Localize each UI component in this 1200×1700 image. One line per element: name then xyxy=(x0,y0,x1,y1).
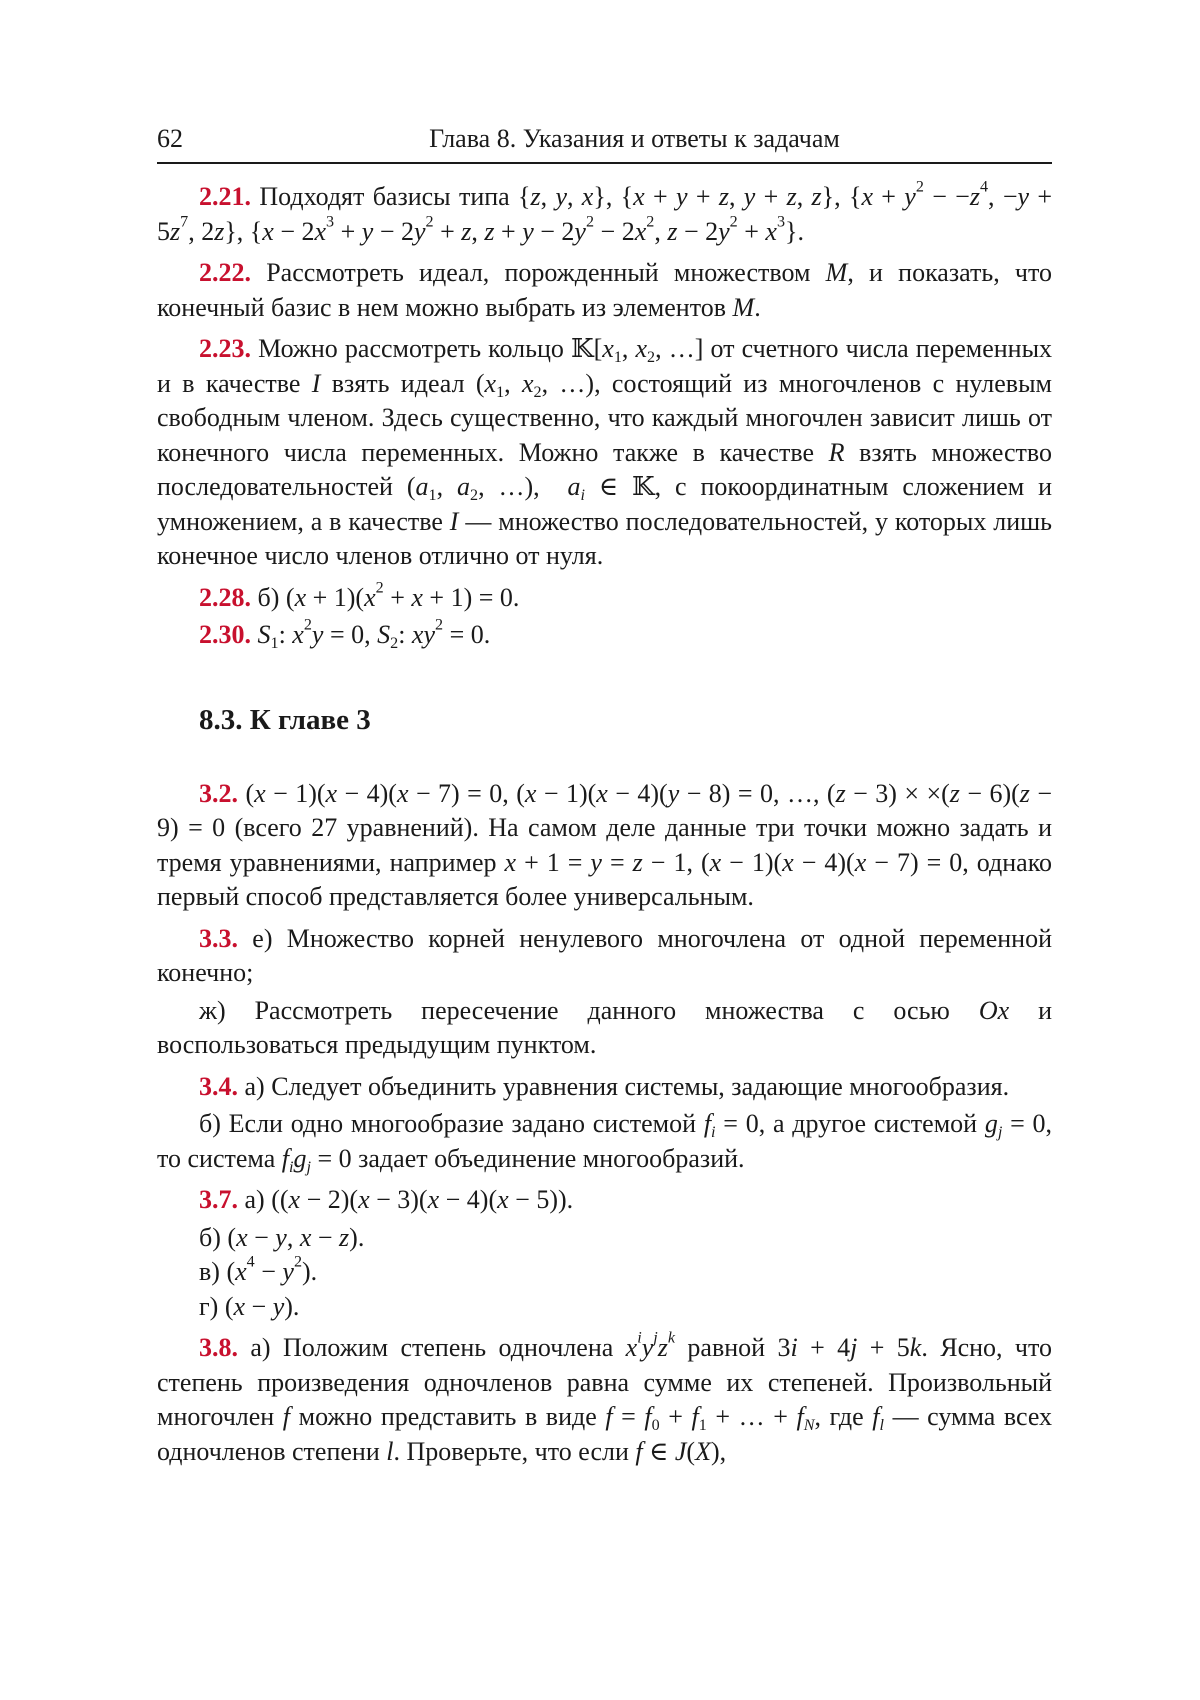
answer-3-8: 3.8. а) Положим степень одночлена $x^iy^jz^k$ равной 3i + 4j + 5k. Ясно, что степень произведения одночленов равна сумме их степеней. Произвольный многочлен f можно представить в виде $f = f_0 + f_1$ + … + $f_N$, где $f_l$ — сумма всех одночленов степени l. Проверьте, что если f ∈ J(X), xyxy=(157,1329,1053,1466)
answer-2-23: 2.23. Можно рассмотреть кольцо $𝕂[x_1$, $x_2$, …] от счетного числа переменных и в качестве I взять идеал ($x_1$, $x_2$, …), состоящий из многочленов с нулевым свободным членом. Здесь существенно, что каждый многочлен зависит лишь от конечного числа переменных. Можно также в качестве R взять множество последовательностей ($a_1$, $a_2$, …), $a_i$ ∈ 𝕂, с покоординатным сложением и умножением, а в качестве I — множество последовательностей, у которых лишь конечное число членов отлично от нуля. xyxy=(157,334,1053,570)
answer-2-30: 2.30. $S_1$: $x^2y = 0$, $S_2$: $xy^2 = 0$. xyxy=(199,616,491,652)
problem-number: 2.22. xyxy=(199,258,251,287)
page-number: 62 xyxy=(157,124,183,153)
answer-3-7-g: г) (x − y). xyxy=(199,1291,300,1321)
problem-number: 3.4. xyxy=(199,1071,238,1101)
answer-3-7-b: б) (x − y, x − z). xyxy=(199,1222,365,1252)
problem-number: 2.23. xyxy=(199,334,251,363)
answer-3-7: 3.7. а) ((x − 2)(x − 3)(x − 4)(x − 5)). xyxy=(199,1185,574,1214)
chapter-title: Глава 8. Указания и ответы к задачам xyxy=(429,124,840,153)
answer-2-28: 2.28. б) $(x + 1)(x^2 + x + 1) = 0$. xyxy=(199,578,520,612)
answer-3-7-v: в) $(x^4 - y^2)$. xyxy=(199,1253,318,1286)
answer-3-3-zh: ж) Рассмотреть пересечение данного множества с осью Ox и воспользоваться предыдущим пунктом. xyxy=(157,995,1053,1059)
answer-3-4-b: б) Если одно многообразие задано системой $f_i = 0$, а другое системой $g_j = 0$, то система $f_ig_j = 0$ задает объединение многообразий. xyxy=(157,1109,1052,1176)
answer-2-22: 2.22. Рассмотреть идеал, порожденный множеством M, и показать, что конечный базис в нем можно выбрать из элементов M. xyxy=(157,258,1053,322)
page-content xyxy=(157,180,1052,1476)
problem-number: 3.8. xyxy=(199,1333,238,1362)
problem-number: 2.30. xyxy=(199,620,251,649)
problem-number: 3.7. xyxy=(199,1185,238,1214)
problem-number: 2.28. xyxy=(199,582,251,612)
answer-3-4: 3.4. а) Следует объединить уравнения системы, задающие многообразия. xyxy=(199,1071,1010,1101)
answer-3-3: 3.3. е) Множество корней ненулевого многочлена от одной переменной конечно; xyxy=(157,923,1052,987)
problem-number: 3.3. xyxy=(199,923,238,953)
answer-2-21: 2.21. Подходят базисы типа {z, y, x}, {x + y + z, y + z, z}, {$x + y^2 - -z^4$, $-y + 5z^7$, 2z}, {$x - 2x^3 + y - 2y^2 + z$, $z + y - 2y^2 - 2x^2$, $z - 2y^2 + x^3$}. xyxy=(157,178,1053,246)
problem-number: 3.2. xyxy=(199,778,238,808)
problem-number: 2.21. xyxy=(199,182,251,211)
answer-3-2: 3.2. (x − 1)(x − 4)(x − 7) = 0, (x − 1)(x − 4)(y − 8) = 0, …, (z − 3) × ×(z − 6)(z − 9) = 0 (всего 27 уравнений). На самом деле данные три точки можно задать и тремя уравнениями, например x + 1 = y = z − 1, (x − 1)(x − 4)(x − 7) = 0, однако первый способ представляется более универсальным. xyxy=(157,778,1053,911)
running-header xyxy=(157,118,1052,164)
section-heading: 8.3. К главе 3 xyxy=(199,703,371,736)
